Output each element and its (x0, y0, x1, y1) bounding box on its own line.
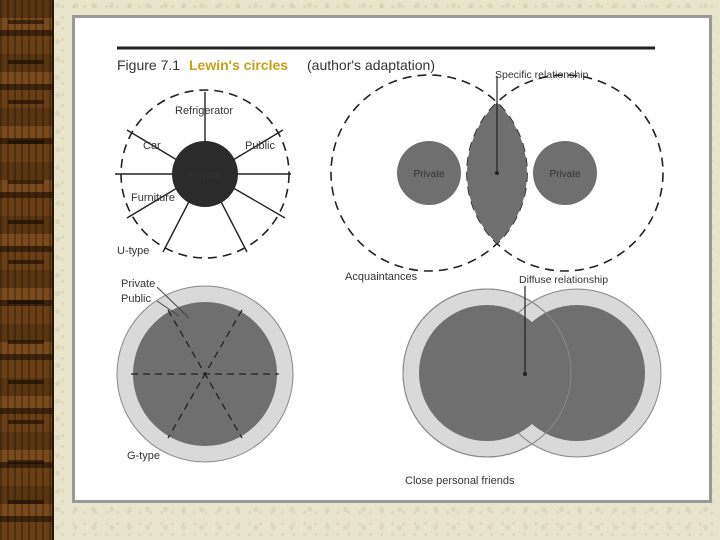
g-type-caption: G-type (127, 450, 161, 462)
wood-border-edge (52, 0, 54, 540)
acquaintances-caption: Acquaintances (345, 271, 418, 283)
lewins-circles-figure (75, 18, 709, 500)
g-type-private-label: Private (121, 278, 156, 290)
decorative-chain (8, 0, 44, 540)
specific-relationship-dot (495, 171, 499, 175)
g-type-diagram (117, 278, 293, 462)
figure-title-rest: (author's adaptation) (307, 57, 435, 73)
figure-title-bold: Lewin's circles (189, 57, 289, 73)
u-type-furniture-label: Furniture (131, 192, 176, 204)
acquaintances-diagram (331, 69, 663, 283)
acquaintance-private-right-label: Private (549, 169, 581, 180)
u-type-car-label: Car (143, 140, 161, 152)
figure-number: Figure 7.1 (117, 57, 181, 73)
u-type-caption: U-type (117, 245, 150, 257)
acquaintance-private-left-label: Private (413, 169, 445, 180)
close-friends-caption: Close personal friends (405, 475, 515, 487)
u-type-private-label: Private (189, 170, 221, 181)
u-type-diagram (115, 90, 291, 258)
g-type-public-label: Public (121, 293, 151, 305)
figure-card (72, 15, 712, 503)
close-friends-diagram (403, 274, 661, 487)
diffuse-relationship-label: Diffuse relationship (519, 274, 609, 286)
diffuse-relationship-dot (523, 372, 527, 376)
u-type-refrigerator-label: Refrigerator (175, 105, 234, 117)
specific-relationship-label: Specific relationship (495, 69, 589, 81)
u-type-public-label: Public (245, 140, 275, 152)
friend-right-core (509, 305, 645, 441)
